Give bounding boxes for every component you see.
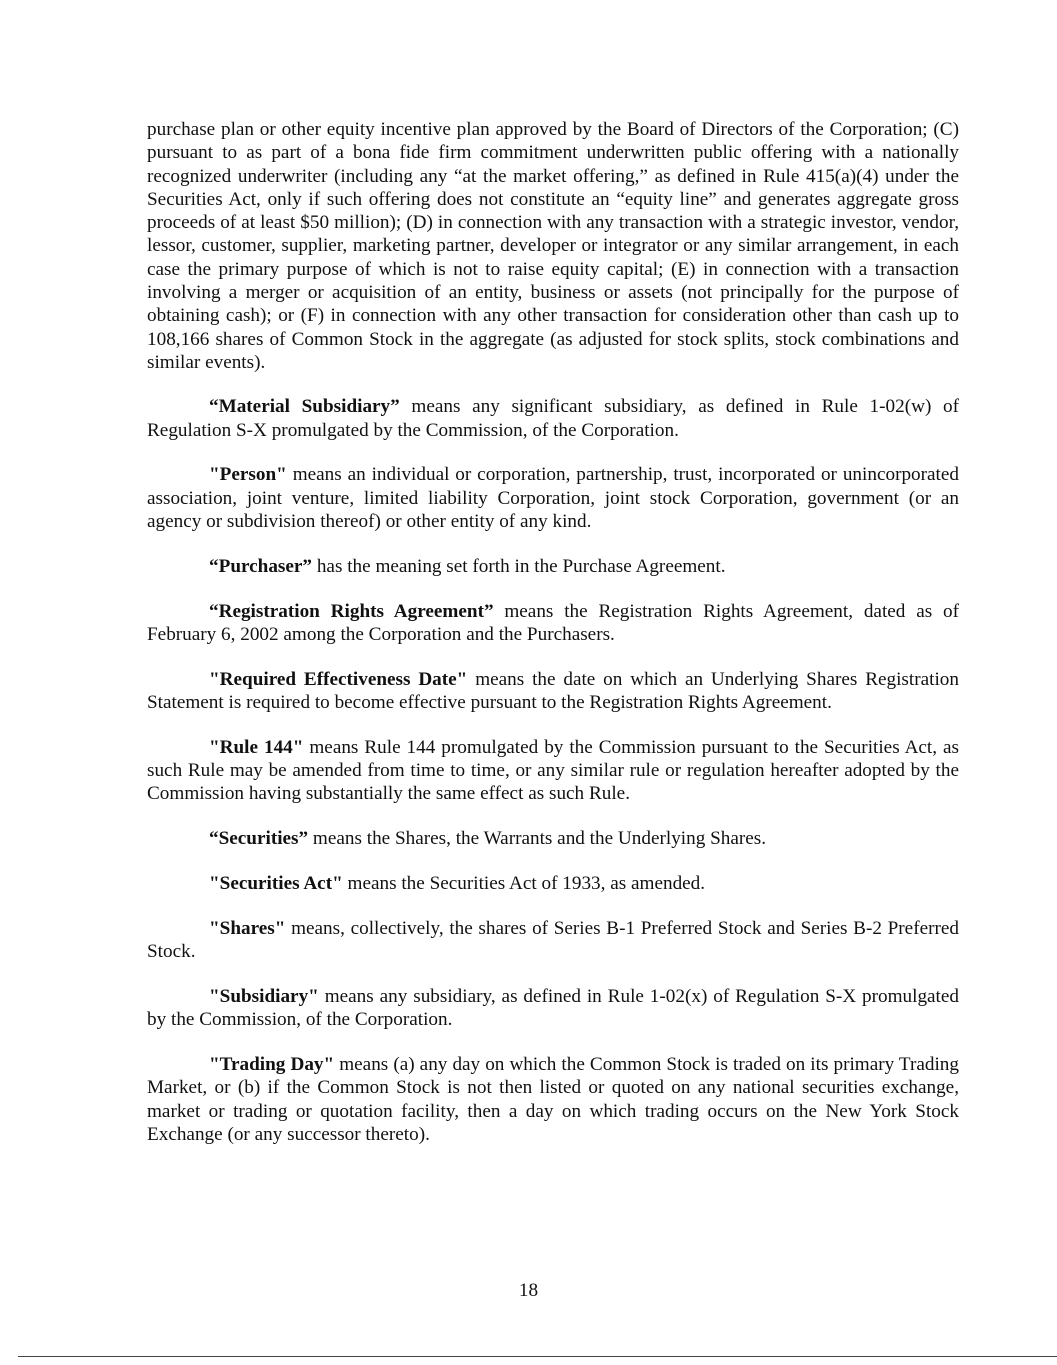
definition-text: means the Registration Rights Agreement, dated as of February 6, 2002 among the Corporation and the Purchasers.: [147, 600, 959, 645]
definition-trading-day: [147, 1053, 959, 1146]
definition-required-effectiveness-date: [147, 668, 959, 715]
definition-term: "Trading Day": [209, 1053, 335, 1075]
definition-term: "Required Effectiveness Date": [209, 668, 468, 690]
definition-term: "Person": [209, 464, 287, 486]
definition-term: “Securities”: [209, 828, 309, 850]
definition-term: “Material Subsidiary”: [209, 396, 400, 418]
definition-term: “Registration Rights Agreement”: [209, 600, 494, 622]
definition-term: "Subsidiary": [209, 985, 319, 1007]
definition-shares: [147, 917, 959, 964]
definition-registration-rights-agreement: [147, 600, 959, 647]
definition-text: means an individual or corporation, partnership, trust, incorporated or unincorporated association, joint venture, limited liability Corporation, joint stock Corporation, government (or an agency or subdivision thereof) or other entity of any kind.: [147, 464, 959, 532]
definition-subsidiary: [147, 985, 959, 1032]
definition-term: "Securities Act": [209, 872, 343, 894]
definition-material-subsidiary: [147, 395, 959, 442]
footer-divider: [18, 1356, 1057, 1357]
definition-rule-144: [147, 736, 959, 806]
definition-term: "Rule 144": [209, 736, 304, 758]
definition-person: [147, 463, 959, 533]
definition-text: means any significant subsidiary, as defined in Rule 1-02(w) of Regulation S-X promulgated by the Commission, of the Corporation.: [147, 396, 959, 441]
definition-term: "Shares": [209, 917, 286, 939]
definition-securities-act: [147, 872, 959, 895]
definition-text: means (a) any day on which the Common Stock is traded on its primary Trading Market, or (b) if the Common Stock is not then listed or quoted on any national securities exchange, market or trading or quotation facility, then a day on which trading occurs on the New York Stock Exchange (or any successor thereto).: [147, 1053, 959, 1145]
definition-securities: [147, 827, 959, 850]
definition-text: has the meaning set forth in the Purchase Agreement.: [312, 555, 726, 577]
definition-text: means any subsidiary, as defined in Rule 1-02(x) of Regulation S-X promulgated by the Commission, of the Corporation.: [147, 985, 959, 1031]
definition-text: means the Shares, the Warrants and the Underlying Shares.: [308, 828, 767, 850]
definition-text: means Rule 144 promulgated by the Commission pursuant to the Securities Act, as such Rule may be amended from time to time, or any similar rule or regulation hereafter adopted by the Commission having substantially the same effect as such Rule.: [147, 736, 959, 805]
definition-purchaser: [147, 555, 959, 578]
definition-text: means the Securities Act of 1933, as amended.: [342, 872, 706, 894]
definition-term: “Purchaser”: [209, 555, 313, 577]
definition-text: means, collectively, the shares of Series B-1 Preferred Stock and Series B-2 Preferred Stock.: [147, 917, 959, 963]
document-body: [147, 118, 959, 1168]
definition-text: means the date on which an Underlying Shares Registration Statement is required to become effective pursuant to the Registration Rights Agreement.: [147, 668, 959, 713]
intro-paragraph: purchase plan or other equity incentive plan approved by the Board of Directors of the Corporation; (C) pursuant to as part of a bona fide firm commitment underwritten public offering with a nationally recognized underwriter (including any “at the market offering,” as defined in Rule 415(a)(4) under the Securities Act, only if such offering does not constitute an “equity line” and generates aggregate gross proceeds of at least $50 million); (D) in connection with any transaction with a strategic investor, vendor, lessor, customer, supplier, marketing partner, developer or integrator or any similar arrangement, in each case the primary purpose of which is not to raise equity capital; (E) in connection with a transaction involving a merger or acquisition of an entity, business or assets (not principally for the purpose of obtaining cash); or (F) in connection with any other transaction for consideration other than cash up to 108,166 shares of Common Stock in the aggregate (as adjusted for stock splits, stock combinations and similar events).: [147, 119, 959, 373]
page-number: 18: [518, 1280, 539, 1301]
